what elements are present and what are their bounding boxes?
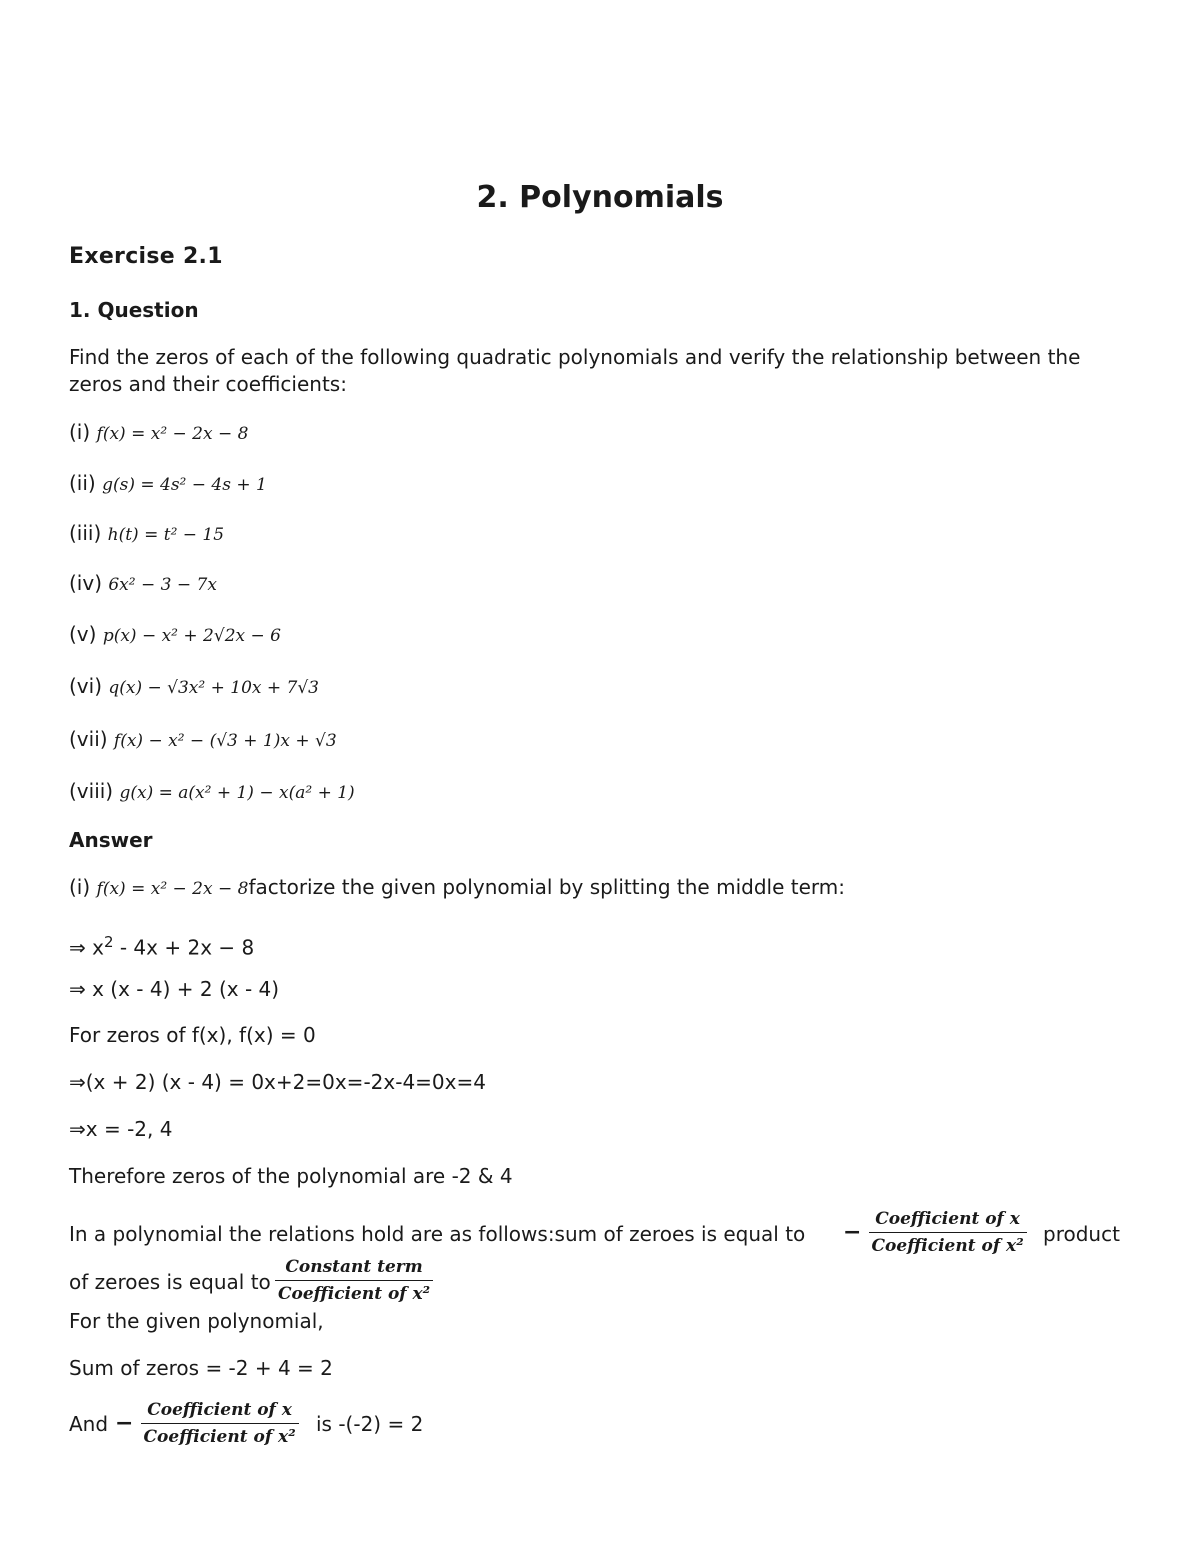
relation-product-fraction xyxy=(275,1256,433,1305)
fraction xyxy=(141,1399,299,1448)
answer-step-5: ⇒x = -2, 4 xyxy=(69,1117,173,1141)
question-item-i xyxy=(69,419,248,447)
question-item-ii xyxy=(69,470,267,498)
step-1-prefix: ⇒ x xyxy=(69,935,104,960)
fraction-numerator: Coefficient of x xyxy=(141,1399,299,1424)
and-result: is -(-2) = 2 xyxy=(316,1412,424,1436)
question-heading: 1. Question xyxy=(69,298,199,322)
relation-text: In a polynomial the relations hold are as follows:sum of zeroes is equal to xyxy=(69,1222,806,1246)
item-label: (iv) xyxy=(69,571,102,595)
relation-sum-fraction xyxy=(843,1208,1027,1257)
answer-step-6: Therefore zeros of the polynomial are -2 & 4 xyxy=(69,1164,513,1188)
and-fraction xyxy=(115,1399,299,1448)
item-expression: p(x) − x² + 2√2x − 6 xyxy=(102,626,281,646)
answer-step-2: ⇒ x (x - 4) + 2 (x - 4) xyxy=(69,977,280,1001)
item-expression: f(x) = x² − 2x − 8 xyxy=(96,424,249,444)
fraction-numerator: Constant term xyxy=(275,1256,433,1281)
sum-of-zeros: Sum of zeros = -2 + 4 = 2 xyxy=(69,1356,333,1380)
and-text: And xyxy=(69,1412,109,1436)
item-label: (v) xyxy=(69,622,97,646)
item-expression: f(x) − x² − (√3 + 1)x + √3 xyxy=(113,731,337,751)
item-label: (ii) xyxy=(69,471,96,495)
answer-step-1 xyxy=(69,929,254,961)
answer-expression: f(x) = x² − 2x − 8 xyxy=(96,879,249,899)
item-expression: h(t) = t² − 15 xyxy=(107,525,225,545)
item-label: (i) xyxy=(69,420,91,444)
minus-sign: − xyxy=(115,1411,134,1436)
question-item-v xyxy=(69,621,281,649)
question-item-iii xyxy=(69,520,224,548)
exercise-heading: Exercise 2.1 xyxy=(69,244,223,269)
item-expression: q(x) − √3x² + 10x + 7√3 xyxy=(108,678,319,698)
step-1-rest: - 4x + 2x − 8 xyxy=(113,935,255,960)
question-item-vii xyxy=(69,726,337,754)
answer-line-1 xyxy=(69,874,845,902)
relation-text-2: of zeroes is equal to xyxy=(69,1270,271,1294)
given-text: For the given polynomial, xyxy=(69,1309,324,1333)
minus-sign: − xyxy=(843,1220,862,1245)
item-label: (viii) xyxy=(69,779,114,803)
relation-after-text: product xyxy=(1043,1222,1120,1246)
answer-step-3: For zeros of f(x), f(x) = 0 xyxy=(69,1023,316,1047)
answer-line-1-text: factorize the given polynomial by splitting the middle term: xyxy=(248,875,845,899)
item-label: (vi) xyxy=(69,674,102,698)
fraction xyxy=(275,1256,433,1305)
question-item-viii xyxy=(69,778,355,806)
answer-step-4: ⇒(x + 2) (x - 4) = 0x+2=0x=-2x-4=0x=4 xyxy=(69,1070,486,1094)
item-label: (vii) xyxy=(69,727,108,751)
fraction xyxy=(869,1208,1027,1257)
item-expression: g(x) = a(x² + 1) − x(a² + 1) xyxy=(119,783,355,803)
item-expression: g(s) = 4s² − 4s + 1 xyxy=(102,475,267,495)
fraction-denominator: Coefficient of x² xyxy=(871,1236,1024,1256)
question-text-line-1: Find the zeros of each of the following quadratic polynomials and verify the relationship between the xyxy=(69,345,1081,369)
answer-heading: Answer xyxy=(69,828,153,852)
fraction-numerator: Coefficient of x xyxy=(869,1208,1027,1233)
item-label: (iii) xyxy=(69,521,102,545)
question-item-iv xyxy=(69,570,217,598)
answer-item-label: (i) xyxy=(69,875,91,899)
question-text-line-2: zeros and their coefficients: xyxy=(69,372,347,396)
question-item-vi xyxy=(69,673,319,701)
fraction-denominator: Coefficient of x² xyxy=(143,1427,296,1447)
page-title: 2. Polynomials xyxy=(476,180,724,215)
item-expression: 6x² − 3 − 7x xyxy=(108,575,217,595)
fraction-denominator: Coefficient of x² xyxy=(278,1284,431,1304)
step-1-exponent: 2 xyxy=(103,933,114,951)
